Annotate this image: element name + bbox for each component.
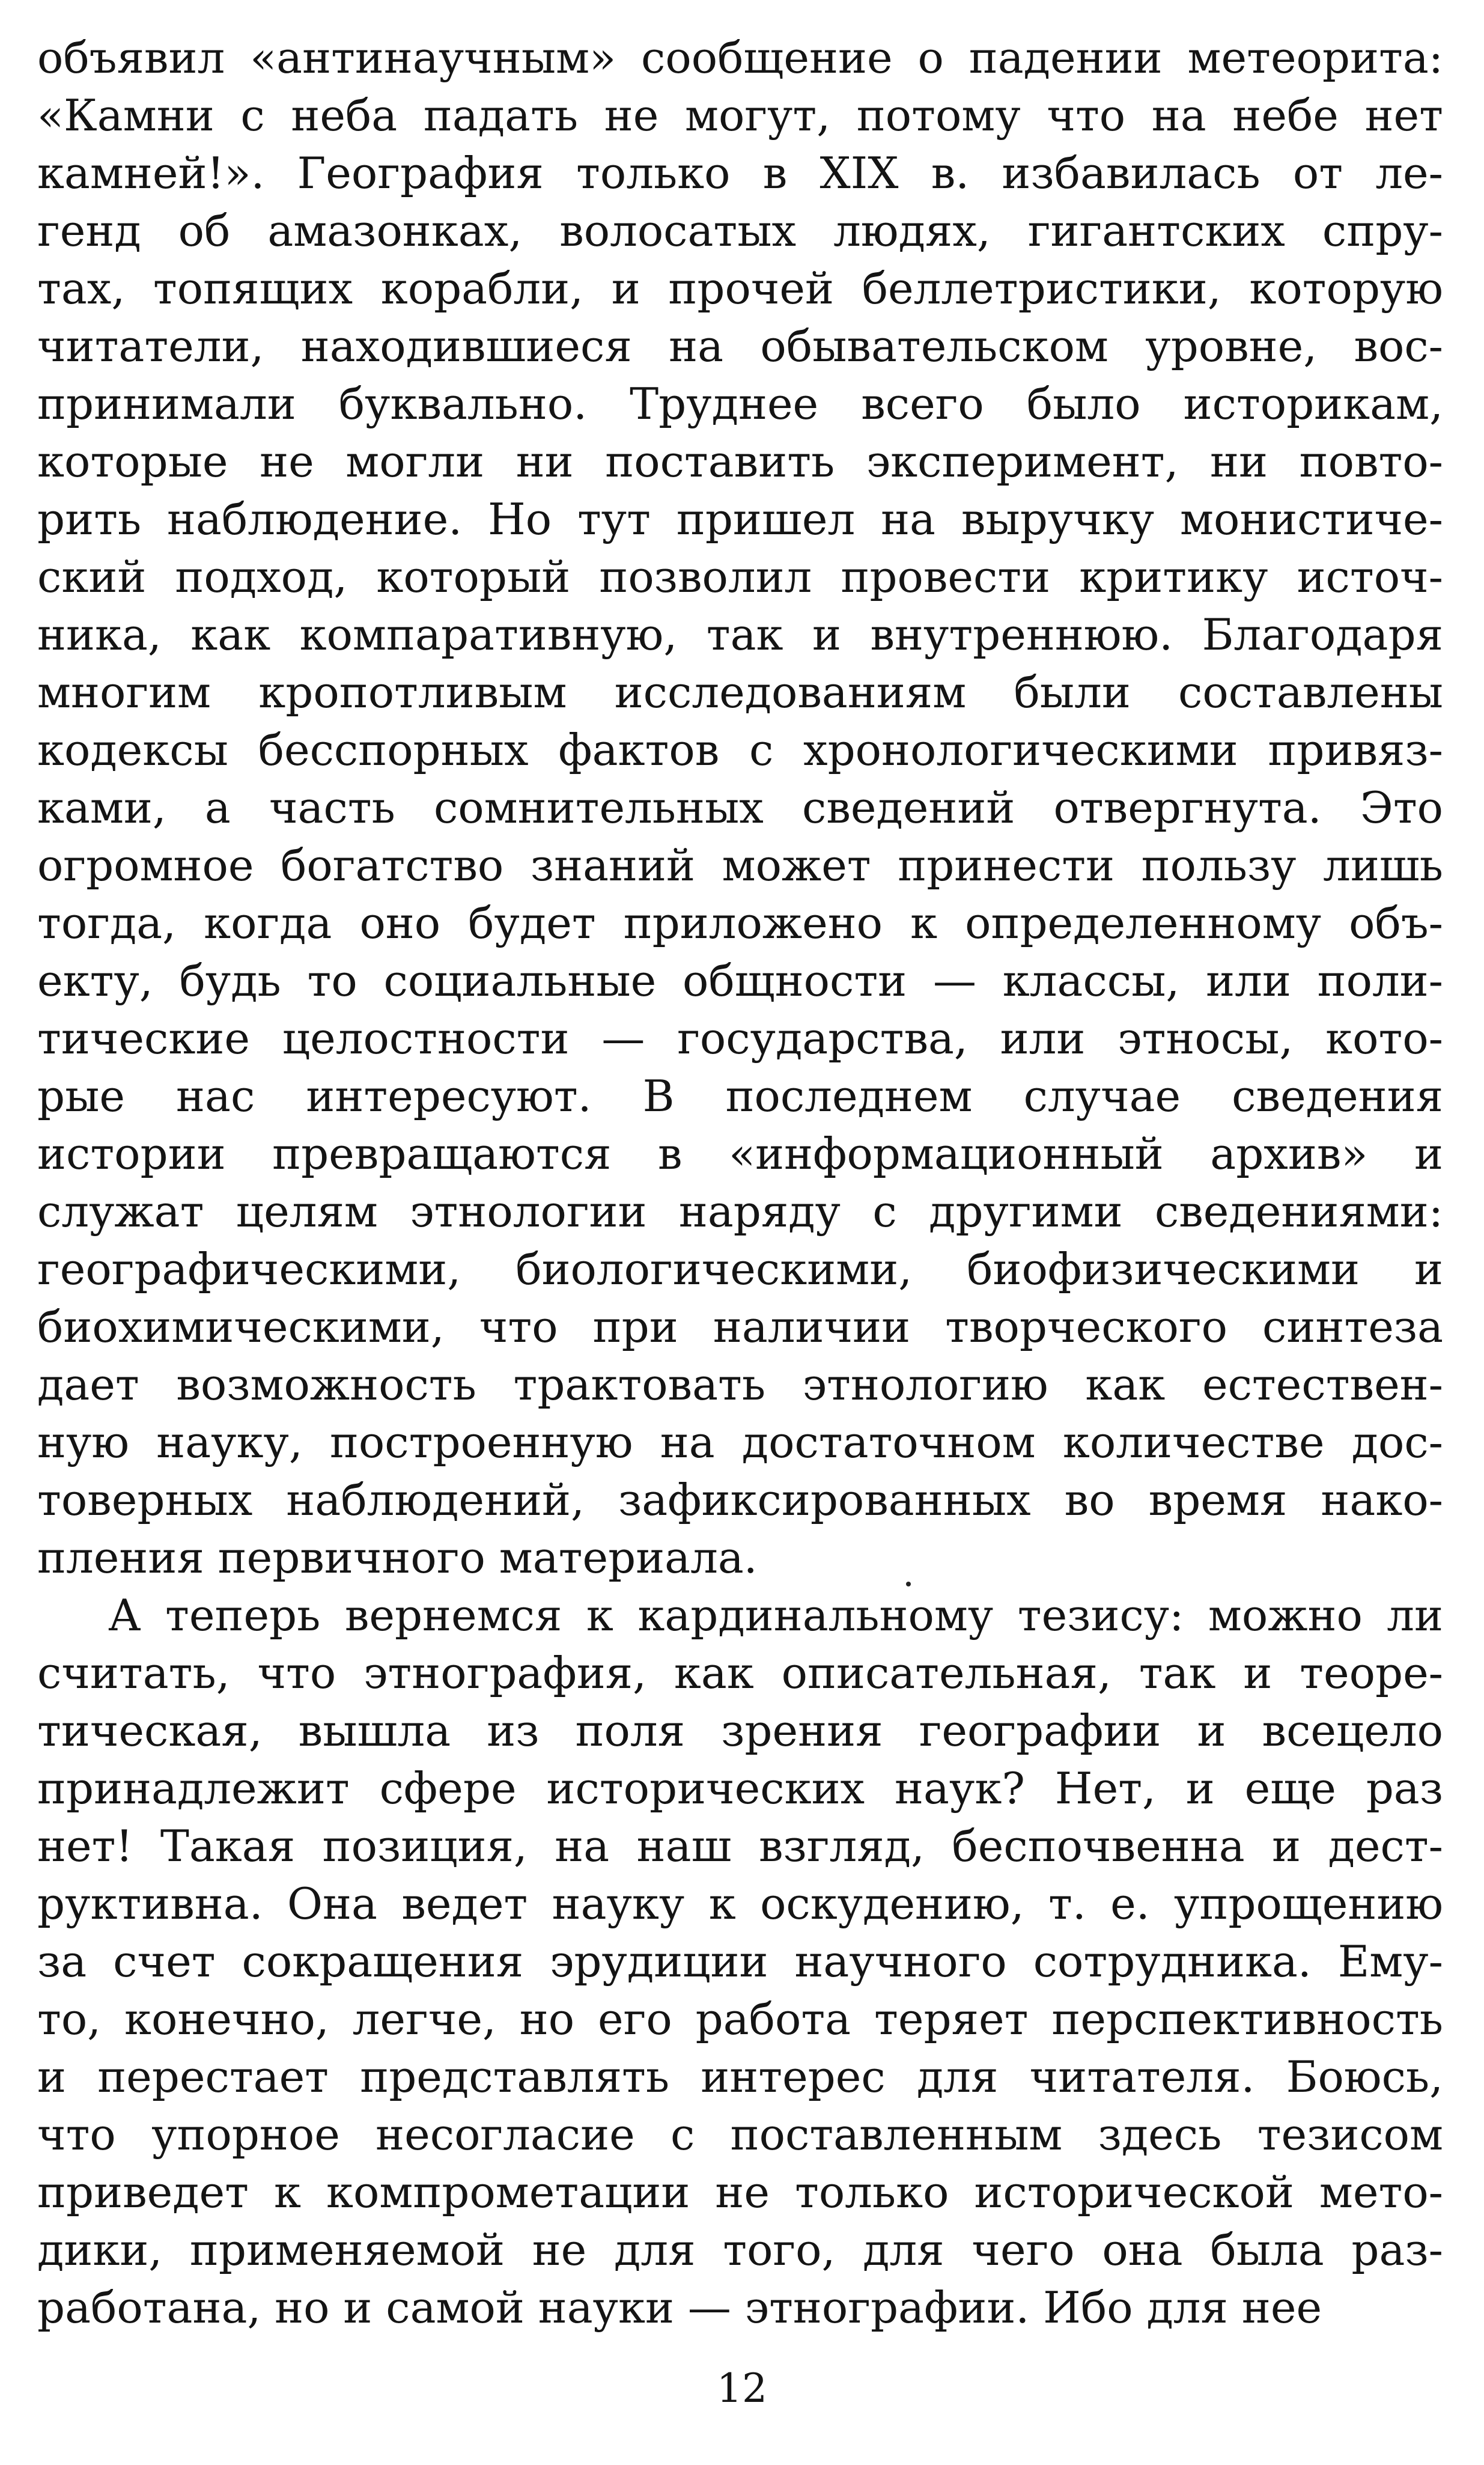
text-line: работана, но и самой науки — этнографии. Ибо для нее <box>37 2282 1322 2333</box>
text-line: нет! Такая позиция, на наш взгляд, беспочвенна и дест- <box>37 1821 1443 1871</box>
text-line: «Камни с неба падать не могут, потому что на небе нет <box>37 90 1443 141</box>
text-line: тах, топящих корабли, и прочей беллетристики, которую <box>37 263 1443 314</box>
text-line: кодексы бесспорных фактов с хронологическими привяз- <box>37 725 1443 775</box>
body-text <box>37 29 1443 2336</box>
text-line: камней!». География только в XIX в. избавилась от ле- <box>37 148 1443 198</box>
paragraph-2 <box>37 1586 1443 2336</box>
text-line: тические целостности — государства, или этносы, кото- <box>37 1013 1443 1064</box>
text-line: ника, как компаративную, так и внутреннюю. Благодаря <box>37 609 1443 660</box>
text-line: тогда, когда оно будет приложено к определенному объ- <box>37 898 1443 948</box>
page-number: 12 <box>717 2365 767 2412</box>
text-line: екту, будь то социальные общности — классы, или поли- <box>37 955 1443 1006</box>
text-line: многим кропотливым исследованиям были составлены <box>37 667 1443 718</box>
text-line: принадлежит сфере исторических наук? Нет, и еще раз <box>37 1763 1443 1814</box>
text-line: пления первичного материала. <box>37 1532 758 1583</box>
text-line: руктивна. Она ведет науку к оскудению, т. е. упрощению <box>37 1878 1443 1929</box>
text-line: огромное богатство знаний может принести пользу лишь <box>37 840 1443 891</box>
text-line: ную науку, построенную на достаточном количестве дос- <box>37 1417 1443 1467</box>
text-line: рые нас интересуют. В последнем случае сведения <box>37 1071 1443 1121</box>
text-line: то, конечно, легче, но его работа теряет перспективность <box>37 1994 1443 2044</box>
text-line: рить наблюдение. Но тут пришел на выручку монистиче- <box>37 494 1443 544</box>
text-line: служат целям этнологии наряду с другими сведениями: <box>37 1186 1443 1237</box>
text-line: товерных наблюдений, зафиксированных во время нако- <box>37 1475 1443 1525</box>
text-line: ками, а часть сомнительных сведений отвергнута. Это <box>37 782 1443 833</box>
text-line: генд об амазонках, волосатых людях, гигантских спру- <box>37 206 1443 256</box>
text-line: А теперь вернемся к кардинальному тезису: можно ли <box>108 1590 1443 1641</box>
text-line: географическими, биологическими, биофизическими и <box>37 1244 1443 1294</box>
text-line: за счет сокращения эрудиции научного сотрудника. Ему- <box>37 1936 1443 1987</box>
text-line: считать, что этнография, как описательная, так и теоре- <box>37 1648 1443 1698</box>
text-line: приведет к компрометации не только исторической мето- <box>37 2167 1443 2217</box>
text-line: принимали буквально. Труднее всего было историкам, <box>37 379 1443 429</box>
text-line: ский подход, который позволил провести критику источ- <box>37 552 1443 602</box>
text-line: которые не могли ни поставить эксперимент, ни повто- <box>37 436 1443 487</box>
text-line: читатели, находившиеся на обывательском уровне, вос- <box>37 321 1443 371</box>
print-speck <box>906 1582 911 1586</box>
text-line: тическая, вышла из поля зрения географии и всецело <box>37 1705 1443 1756</box>
text-line: истории превращаются в «информационный архив» и <box>37 1129 1443 1179</box>
text-line: объявил «антинаучным» сообщение о падении метеорита: <box>37 32 1443 83</box>
text-line: что упорное несогласие с поставленным здесь тезисом <box>37 2109 1443 2160</box>
text-line: биохимическими, что при наличии творческого синтеза <box>37 1302 1443 1352</box>
paragraph-1 <box>37 29 1443 1586</box>
text-line: дики, применяемой не для того, для чего она была раз- <box>37 2225 1443 2275</box>
text-line: и перестает представлять интерес для читателя. Боюсь, <box>37 2052 1443 2102</box>
text-line: дает возможность трактовать этнологию как естествен- <box>37 1359 1443 1410</box>
